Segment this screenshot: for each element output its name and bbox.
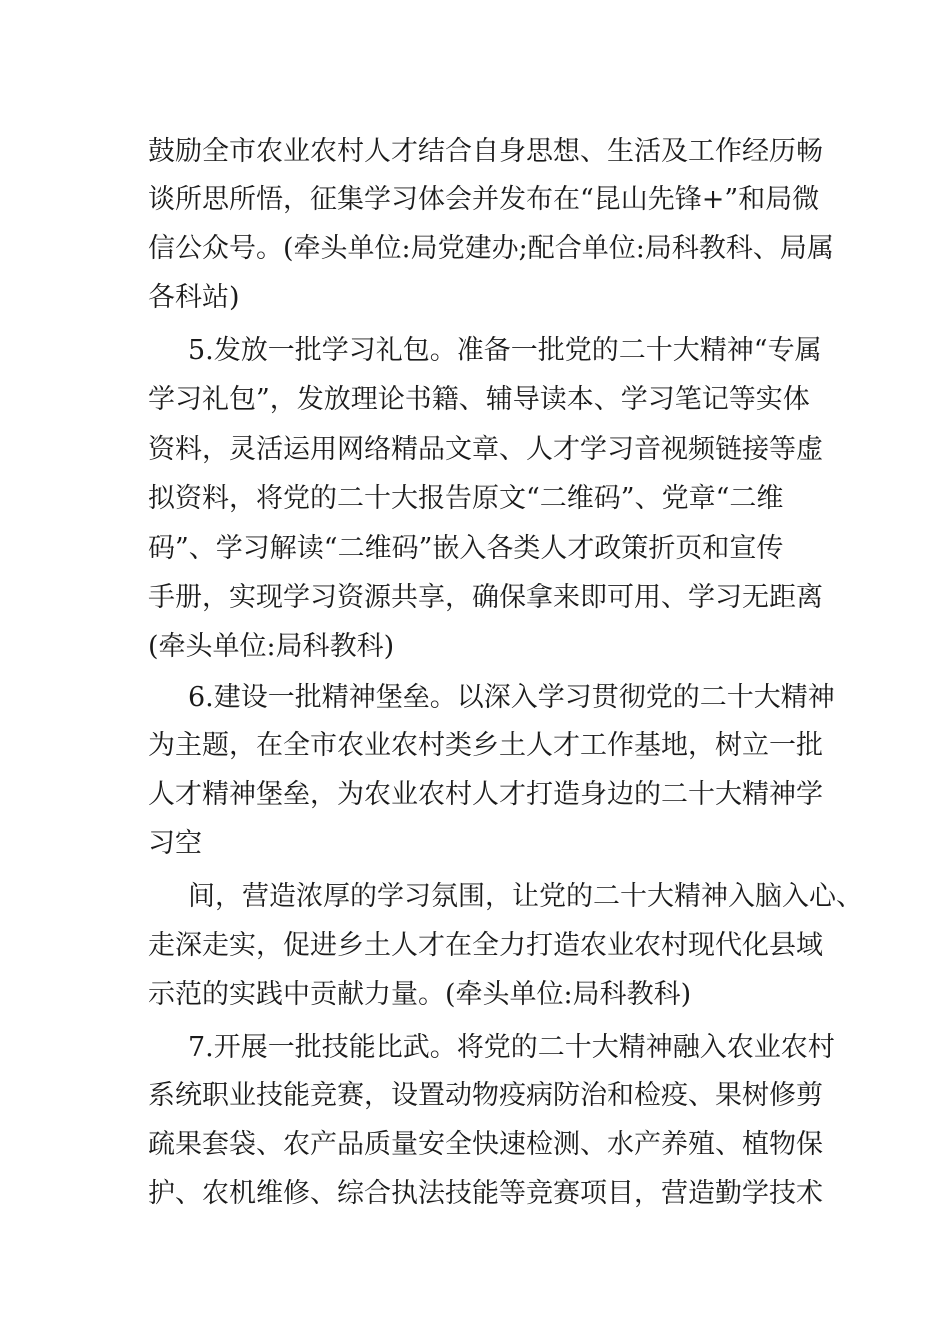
text-line: 护、农机维修、综合执法技能等竞赛项目，营造勤学技术 [148, 1178, 823, 1209]
text-line: 人才精神堡垒，为农业农村人才打造身边的二十大精神学 [148, 779, 823, 810]
text-line: 学习礼包”，发放理论书籍、辅导读本、学习笔记等实体 [148, 384, 810, 415]
text-line: 疏果套袋、农产品质量安全快速检测、水产养殖、植物保 [148, 1129, 823, 1160]
text-line: 为主题，在全市农业农村类乡土人才工作基地，树立一批 [148, 730, 823, 761]
paragraph-start-line: 间，营造浓厚的学习氛围，让党的二十大精神入脑入心、 [188, 881, 863, 912]
paragraph-start-line: 6.建设一批精神堡垒。以深入学习贯彻党的二十大精神 [188, 682, 835, 713]
paragraph-start-line: 5.发放一批学习礼包。准备一批党的二十大精神“专属 [188, 335, 822, 366]
text-line: 拟资料，将党的二十大报告原文“二维码”、党章“二维 [148, 483, 784, 514]
text-line: 示范的实践中贡献力量。(牵头单位:局科教科) [148, 979, 692, 1010]
text-line: 信公众号。(牵头单位:局党建办;配合单位:局科教科、局属 [148, 233, 834, 264]
text-line: 系统职业技能竞赛，设置动物疫病防治和检疫、果树修剪 [148, 1080, 823, 1111]
text-line: 各科站) [148, 282, 240, 313]
text-line: 谈所思所悟，征集学习体会并发布在“昆山先锋+”和局微 [148, 184, 820, 215]
text-line: 习空 [148, 828, 202, 859]
text-line: 走深走实，促进乡土人才在全力打造农业农村现代化县域 [148, 930, 823, 961]
text-line: 码”、学习解读“二维码”嵌入各类人才政策折页和宣传 [148, 533, 784, 564]
text-line: 鼓励全市农业农村人才结合自身思想、生活及工作经历畅 [148, 136, 823, 167]
text-line: 资料，灵活运用网络精品文章、人才学习音视频链接等虚 [148, 434, 823, 465]
paragraph-start-line: 7.开展一批技能比武。将党的二十大精神融入农业农村 [188, 1032, 835, 1063]
text-line: 手册，实现学习资源共享，确保拿来即可用、学习无距离 [148, 582, 823, 613]
text-line: (牵头单位:局科教科) [148, 631, 395, 662]
